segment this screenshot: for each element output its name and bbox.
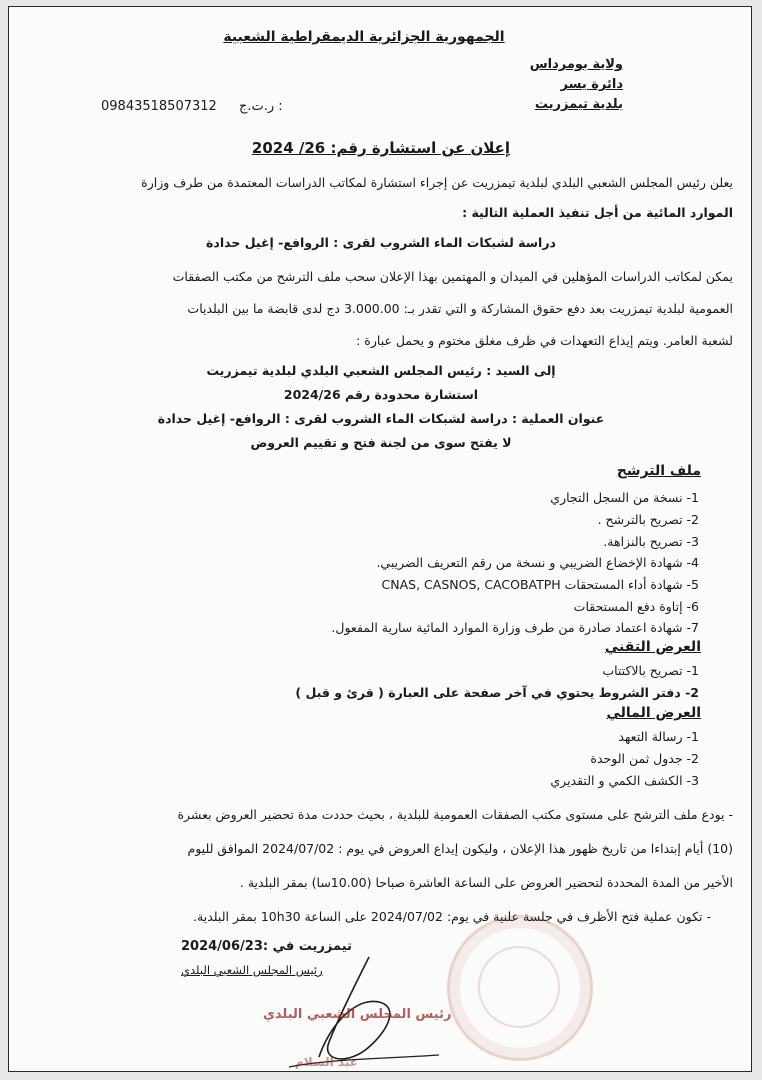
technical-item: 1- تصريح بالاكتتاب bbox=[602, 663, 699, 678]
closing-line-2: (10) أيام إبتداءا من تاريخ ظهور هذا الإعلان ، وليكون إيداع العروض في يوم : 2024/07/02 الموافق لليوم bbox=[187, 841, 733, 856]
operation-heading-line: عنوان العملية : دراسة لشبكات الماء الشروب لقرى : الروافع- إغيل حدادة bbox=[157, 411, 605, 426]
candidacy-item: 6- إتاوة دفع المستحقات bbox=[573, 599, 699, 614]
candidacy-item: 1- نسخة من السجل التجاري bbox=[550, 490, 699, 505]
operation-title: دراسة لشبكات الماء الشروب لقرى : الروافع- إغيل حدادة bbox=[206, 235, 556, 250]
stamp-name: عبد السلام bbox=[295, 1055, 358, 1069]
daira-label: دائرة يسر bbox=[560, 77, 623, 92]
commune-label: بلدية تيمزريت bbox=[534, 97, 623, 112]
financial-item: 3- الكشف الكمي و التقديري bbox=[550, 773, 699, 788]
financial-item: 1- رسالة التعهد bbox=[618, 729, 699, 744]
closing-line-1: - يودع ملف الترشح على مستوى مكتب الصفقات العمومية للبلدية ، بحيث حددت مدة تحضير العروض بعشرة bbox=[177, 807, 733, 822]
registration-label: ر.ت.ج : bbox=[238, 99, 283, 114]
closing-line-3: الأخير من المدة المحددة لتحضير العروض على الساعة العاشرة صباحا (10.00سا) بمقر البلدية . bbox=[239, 875, 733, 890]
wilaya-label: ولاية بومرداس bbox=[529, 57, 623, 72]
intro-line-2: الموارد المائية من أجل تنفيذ العملية التالية : bbox=[462, 205, 733, 220]
technical-item: 2- دفتر الشروط يحتوي في آخر صفحة على العبارة ( قرئ و قبل ) bbox=[295, 685, 699, 700]
registration-number-value: 09843518507312 bbox=[101, 99, 217, 114]
intro-line-1: يعلن رئيس المجلس الشعبي البلدي لبلدية تيمزريت عن إجراء استشارة لمكاتب الدراسات المعتمدة من طرف وزارة bbox=[141, 175, 733, 190]
republic-heading: الجمهورية الجزائرية الديمقراطية الشعبية bbox=[223, 29, 505, 45]
official-stamp bbox=[447, 915, 593, 1061]
document-page bbox=[8, 6, 752, 1072]
financial-offer-heading: العرض المالي bbox=[606, 705, 701, 721]
addressee-line: إلى السيد : رئيس المجلس الشعبي البلدي لبلدية تيمزريت bbox=[206, 363, 556, 378]
candidacy-heading: ملف الترشح bbox=[616, 463, 701, 479]
paragraph-1-line-2: العمومية لبلدية تيمزريت بعد دفع حقوق المشاركة و التي تقدر بـ: 3.000.00 دج لدى قابضة ما بين البلديات bbox=[187, 301, 733, 316]
signature-title: رئيس المجلس الشعبي البلدي bbox=[181, 963, 323, 977]
candidacy-item: 5- شهادة أداء المستحقات CNAS, CASNOS, CACOBATPH bbox=[381, 577, 699, 592]
candidacy-item: 2- تصريح بالترشح . bbox=[597, 512, 699, 527]
signature-date: تيمزريت في :2024/06/23 bbox=[181, 939, 352, 954]
registration-number bbox=[101, 99, 283, 114]
no-open-notice: لا يفتح سوى من لجنة فتح و تقييم العروض bbox=[250, 435, 512, 450]
opening-session-line: - تكون عملية فتح الأظرف في جلسة علنية في يوم: 2024/07/02 على الساعة 10h30 بمقر البلدية. bbox=[193, 909, 711, 924]
stamp-title: رئيس المجلس الشعبي البلدي bbox=[263, 1007, 452, 1022]
technical-offer-heading: العرض التقني bbox=[604, 639, 701, 655]
paragraph-1-line-1: يمكن لمكاتب الدراسات المؤهلين في الميدان و المهتمين بهذا الإعلان سحب ملف الترشح من مكتب الصفقات bbox=[172, 269, 733, 284]
financial-item: 2- جدول ثمن الوحدة bbox=[590, 751, 699, 766]
paragraph-1-line-3: لشعبة العامر. ويتم إيداع التعهدات في ظرف مغلق مختوم و يحمل عبارة : bbox=[356, 333, 733, 348]
candidacy-item: 4- شهادة الإخضاع الضريبي و نسخة من رقم التعريف الضريبي. bbox=[376, 555, 699, 570]
announcement-title: إعلان عن استشارة رقم: 26/ 2024 bbox=[251, 139, 511, 157]
limited-consultation: استشارة محدودة رقم 2024/26 bbox=[283, 387, 479, 402]
candidacy-item: 7- شهادة اعتماد صادرة من طرف وزارة الموارد المائية سارية المفعول. bbox=[331, 620, 699, 635]
candidacy-item: 3- تصريح بالنزاهة. bbox=[603, 534, 699, 549]
